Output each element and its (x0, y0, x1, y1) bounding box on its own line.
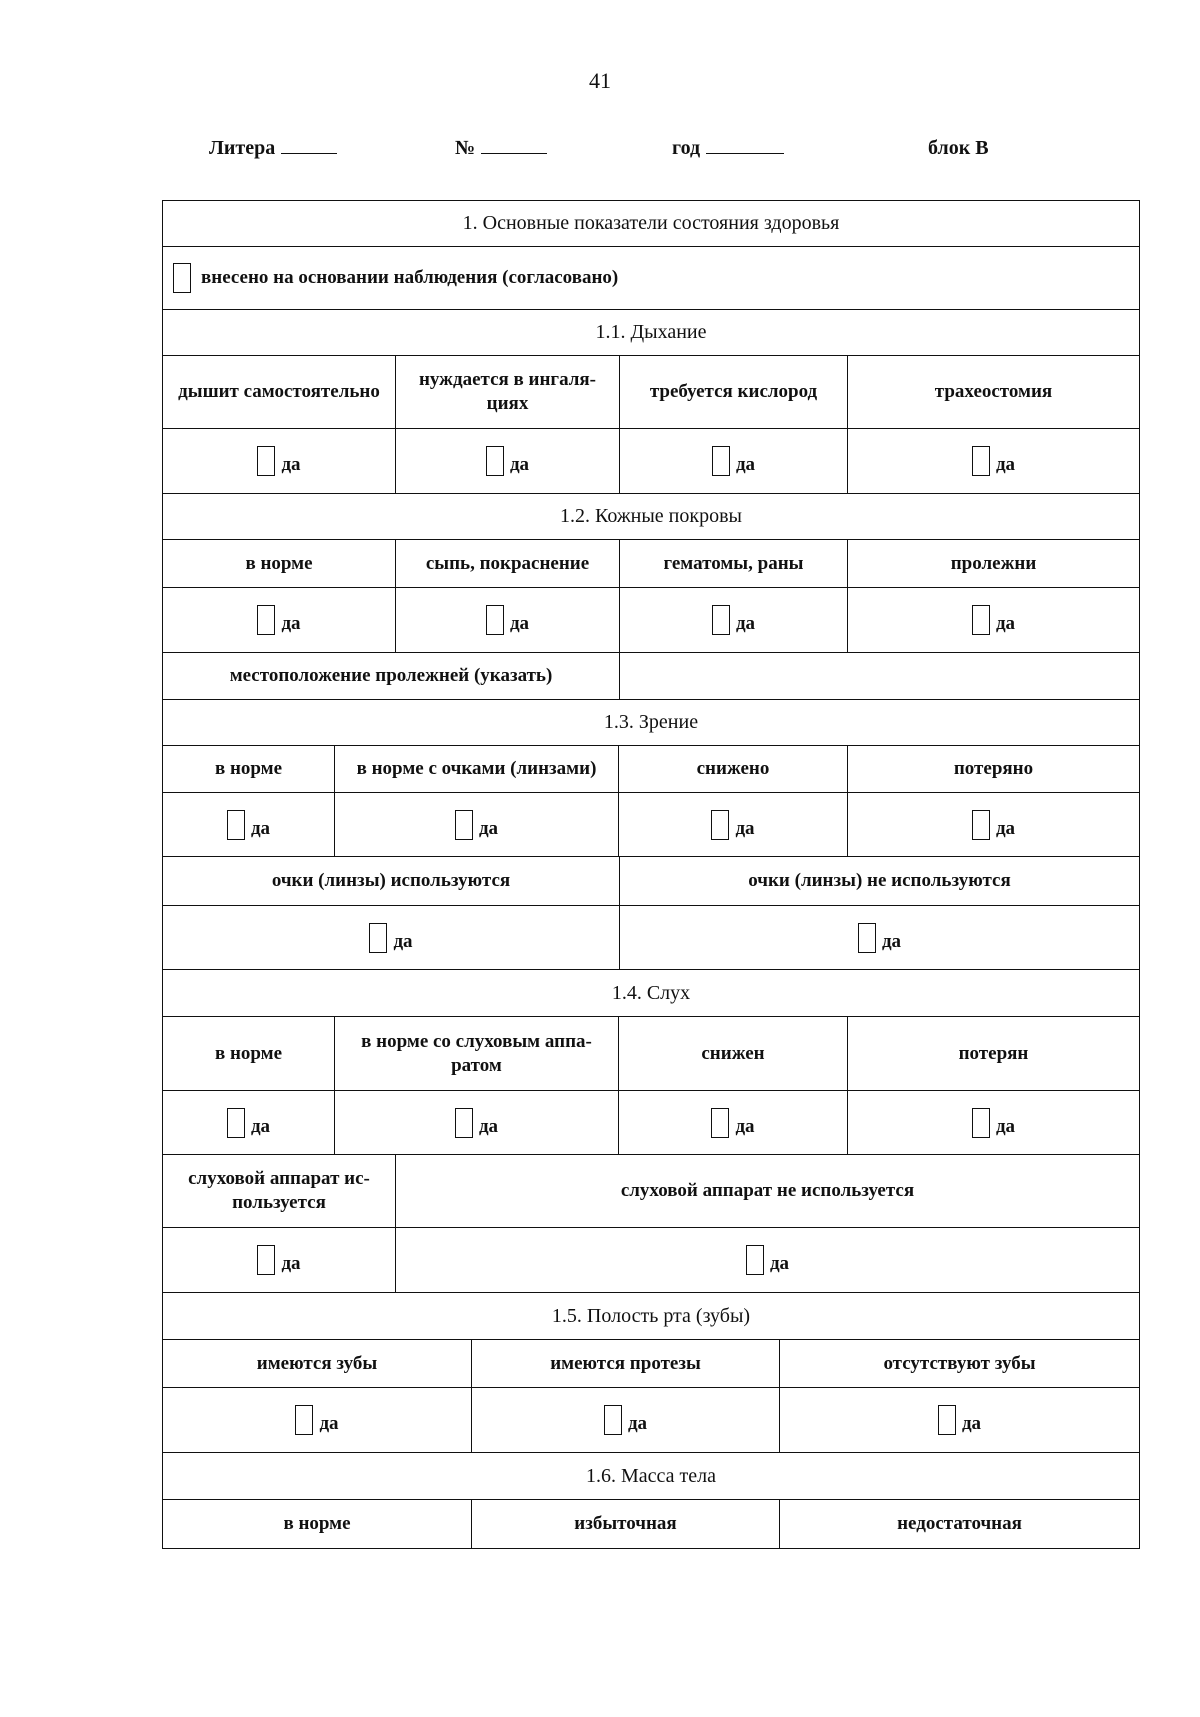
yes-label: да (478, 1115, 499, 1137)
hearing-header-row (163, 1016, 1139, 1090)
glasses-not-used-cell (619, 906, 1139, 969)
year-field[interactable] (706, 153, 784, 154)
breathing-inhalation-checkbox[interactable] (486, 446, 504, 476)
hearing-checkbox-row (163, 1090, 1139, 1154)
yes-label: да (478, 817, 499, 839)
hearing-aid-usage-checkbox-row (163, 1227, 1139, 1292)
glasses-used-cell (163, 906, 619, 969)
vision-glasses-checkbox[interactable] (455, 810, 473, 840)
yes-label: да (281, 454, 301, 475)
section-1-3-title-row (163, 699, 1139, 745)
teeth-dentures-checkbox[interactable] (604, 1405, 622, 1435)
hearing-lost-checkbox[interactable] (972, 1108, 990, 1138)
skin-hematoma-header: гематомы, раны (619, 540, 847, 587)
hearing-aid-normal-cell (334, 1091, 618, 1154)
breathing-oxygen-header: требуется кислород (619, 356, 847, 428)
glasses-used-checkbox[interactable] (369, 923, 387, 953)
hearing-aid-used-checkbox[interactable] (257, 1245, 275, 1275)
yes-label: да (769, 1253, 790, 1274)
observation-note (163, 247, 1139, 309)
skin-hematoma-cell (619, 588, 847, 652)
yes-label: да (881, 930, 902, 952)
section-1-5-title-row (163, 1292, 1139, 1339)
vision-lost-header: потеряно (847, 746, 1139, 792)
breathing-independent-header: дышит самостоятельно (178, 381, 380, 403)
yes-label: да (281, 613, 301, 634)
skin-header-row (163, 539, 1139, 587)
breathing-independent-cell (163, 429, 395, 493)
section-1-title: 1. Основные показатели состояния здоровья (462, 212, 840, 234)
breathing-inhalation-cell (395, 429, 619, 493)
skin-rash-cell (395, 588, 619, 652)
skin-normal-cell (163, 588, 395, 652)
weight-excess-header: избыточная (471, 1500, 779, 1548)
hearing-aid-used-cell (163, 1228, 395, 1292)
vision-header-row (163, 745, 1139, 792)
skin-bedsores-header: пролежни (847, 540, 1139, 587)
vision-normal-cell (163, 793, 334, 856)
page-number: 41 (589, 68, 611, 93)
header-number (455, 137, 547, 160)
section-1-4-title: 1.4. Слух (611, 981, 691, 1004)
yes-label: да (393, 930, 413, 952)
hearing-aid-usage-header-row (163, 1154, 1139, 1227)
observation-row (163, 246, 1139, 309)
skin-rash-checkbox[interactable] (486, 605, 504, 635)
section-1-2-title: 1.2. Кожные покровы (560, 505, 742, 527)
yes-label: да (961, 1413, 982, 1434)
teeth-checkbox-row (163, 1387, 1139, 1452)
header-block: блок В (928, 137, 989, 159)
litera-field[interactable] (281, 153, 337, 154)
hearing-normal-header: в норме (214, 1042, 283, 1064)
number-label: № (455, 137, 476, 159)
weight-normal-header: в норме (283, 1513, 351, 1535)
skin-normal-checkbox[interactable] (257, 605, 275, 635)
yes-label: да (995, 454, 1016, 475)
hearing-aid-not-used-checkbox[interactable] (746, 1245, 764, 1275)
breathing-oxygen-cell (619, 429, 847, 493)
teeth-dentures-cell (471, 1388, 779, 1452)
weight-header-row (163, 1499, 1139, 1548)
vision-reduced-checkbox[interactable] (711, 810, 729, 840)
yes-label: да (627, 1413, 648, 1434)
section-1-title-row (163, 201, 1139, 246)
observation-label: внесено на основании наблюдения (согласовано) (201, 267, 619, 289)
vision-normal-header: в норме (214, 758, 283, 780)
vision-reduced-header: снижено (618, 746, 847, 792)
skin-hematoma-checkbox[interactable] (712, 605, 730, 635)
breathing-checkbox-row (163, 428, 1139, 493)
glasses-used-header: очки (линзы) используются (271, 870, 511, 892)
section-1-1-title: 1.1. Дыхание (595, 321, 707, 343)
teeth-absent-checkbox[interactable] (938, 1405, 956, 1435)
weight-insufficient-header: недостаточная (779, 1500, 1139, 1548)
vision-reduced-cell (618, 793, 847, 856)
yes-label: да (250, 817, 271, 839)
yes-label: да (995, 613, 1016, 634)
skin-bedsores-checkbox[interactable] (972, 605, 990, 635)
section-1-6-title-row (163, 1452, 1139, 1499)
yes-label: да (250, 1115, 271, 1137)
header-year (672, 137, 784, 160)
yes-label: да (995, 817, 1016, 839)
vision-checkbox-row (163, 792, 1139, 856)
section-1-3-title: 1.3. Зрение (603, 711, 699, 733)
vision-glasses-header: в норме с очками (линзами) (334, 746, 618, 792)
yes-label: да (735, 454, 756, 475)
teeth-absent-header: отсутствуют зубы (779, 1340, 1139, 1387)
section-1-6-title: 1.6. Масса тела (585, 1464, 716, 1487)
yes-label: да (281, 1253, 301, 1274)
teeth-present-checkbox[interactable] (295, 1405, 313, 1435)
teeth-dentures-header: имеются протезы (471, 1340, 779, 1387)
teeth-absent-cell (779, 1388, 1139, 1452)
hearing-reduced-header: снижен (618, 1017, 847, 1090)
breathing-tracheostomy-cell (847, 429, 1139, 493)
hearing-lost-header: потерян (847, 1017, 1139, 1090)
hearing-reduced-checkbox[interactable] (711, 1108, 729, 1138)
vision-normal-checkbox[interactable] (227, 810, 245, 840)
teeth-present-cell (163, 1388, 471, 1452)
vision-lost-cell (847, 793, 1139, 856)
yes-label: да (735, 613, 756, 634)
hearing-lost-cell (847, 1091, 1139, 1154)
glasses-not-used-header: очки (линзы) не используются (619, 857, 1139, 905)
teeth-header-row (163, 1339, 1139, 1387)
bedsore-location-field[interactable] (619, 653, 1139, 699)
breathing-header-row (163, 355, 1139, 428)
observation-checkbox[interactable] (173, 263, 191, 293)
skin-bedsores-cell (847, 588, 1139, 652)
section-1-1-title-row (163, 309, 1139, 355)
hearing-aid-not-used-cell (395, 1228, 1139, 1292)
breathing-inhalation-header: нуждается в ингаля- циях (395, 356, 619, 428)
skin-rash-header: сыпь, покраснение (395, 540, 619, 587)
section-1-4-title-row (163, 969, 1139, 1016)
hearing-aid-normal-header: в норме со слуховым аппа- ратом (334, 1017, 618, 1090)
section-1-2-title-row (163, 493, 1139, 539)
header-litera (209, 137, 337, 160)
skin-normal-header: в норме (245, 552, 313, 574)
vision-glasses-cell (334, 793, 618, 856)
hearing-aid-used-header: слуховой аппарат ис- пользуется (188, 1168, 370, 1213)
breathing-independent-checkbox[interactable] (257, 446, 275, 476)
hearing-reduced-cell (618, 1091, 847, 1154)
yes-label: да (995, 1115, 1016, 1137)
number-field[interactable] (481, 153, 547, 154)
yes-label: да (735, 817, 755, 839)
hearing-normal-cell (163, 1091, 334, 1154)
hearing-normal-checkbox[interactable] (227, 1108, 245, 1138)
yes-label: да (509, 454, 530, 475)
section-1-5-title: 1.5. Полость рта (зубы) (551, 1304, 751, 1327)
yes-label: да (319, 1413, 339, 1434)
teeth-present-header: имеются зубы (256, 1352, 378, 1374)
glasses-not-used-checkbox[interactable] (858, 923, 876, 953)
bedsore-location-row (163, 652, 1139, 699)
breathing-oxygen-checkbox[interactable] (712, 446, 730, 476)
breathing-tracheostomy-checkbox[interactable] (972, 446, 990, 476)
glasses-usage-checkbox-row (163, 905, 1139, 969)
litera-label: Литера (209, 137, 276, 159)
vision-lost-checkbox[interactable] (972, 810, 990, 840)
health-form (162, 200, 1140, 1549)
year-label: год (672, 137, 701, 159)
skin-checkbox-row (163, 587, 1139, 652)
bedsore-location-label: местоположение пролежней (указать) (229, 665, 553, 687)
breathing-tracheostomy-header: трахеостомия (847, 356, 1139, 428)
glasses-usage-header-row (163, 856, 1139, 905)
hearing-aid-normal-checkbox[interactable] (455, 1108, 473, 1138)
yes-label: да (735, 1115, 755, 1137)
hearing-aid-not-used-header: слуховой аппарат не используется (395, 1155, 1139, 1227)
yes-label: да (509, 613, 530, 634)
